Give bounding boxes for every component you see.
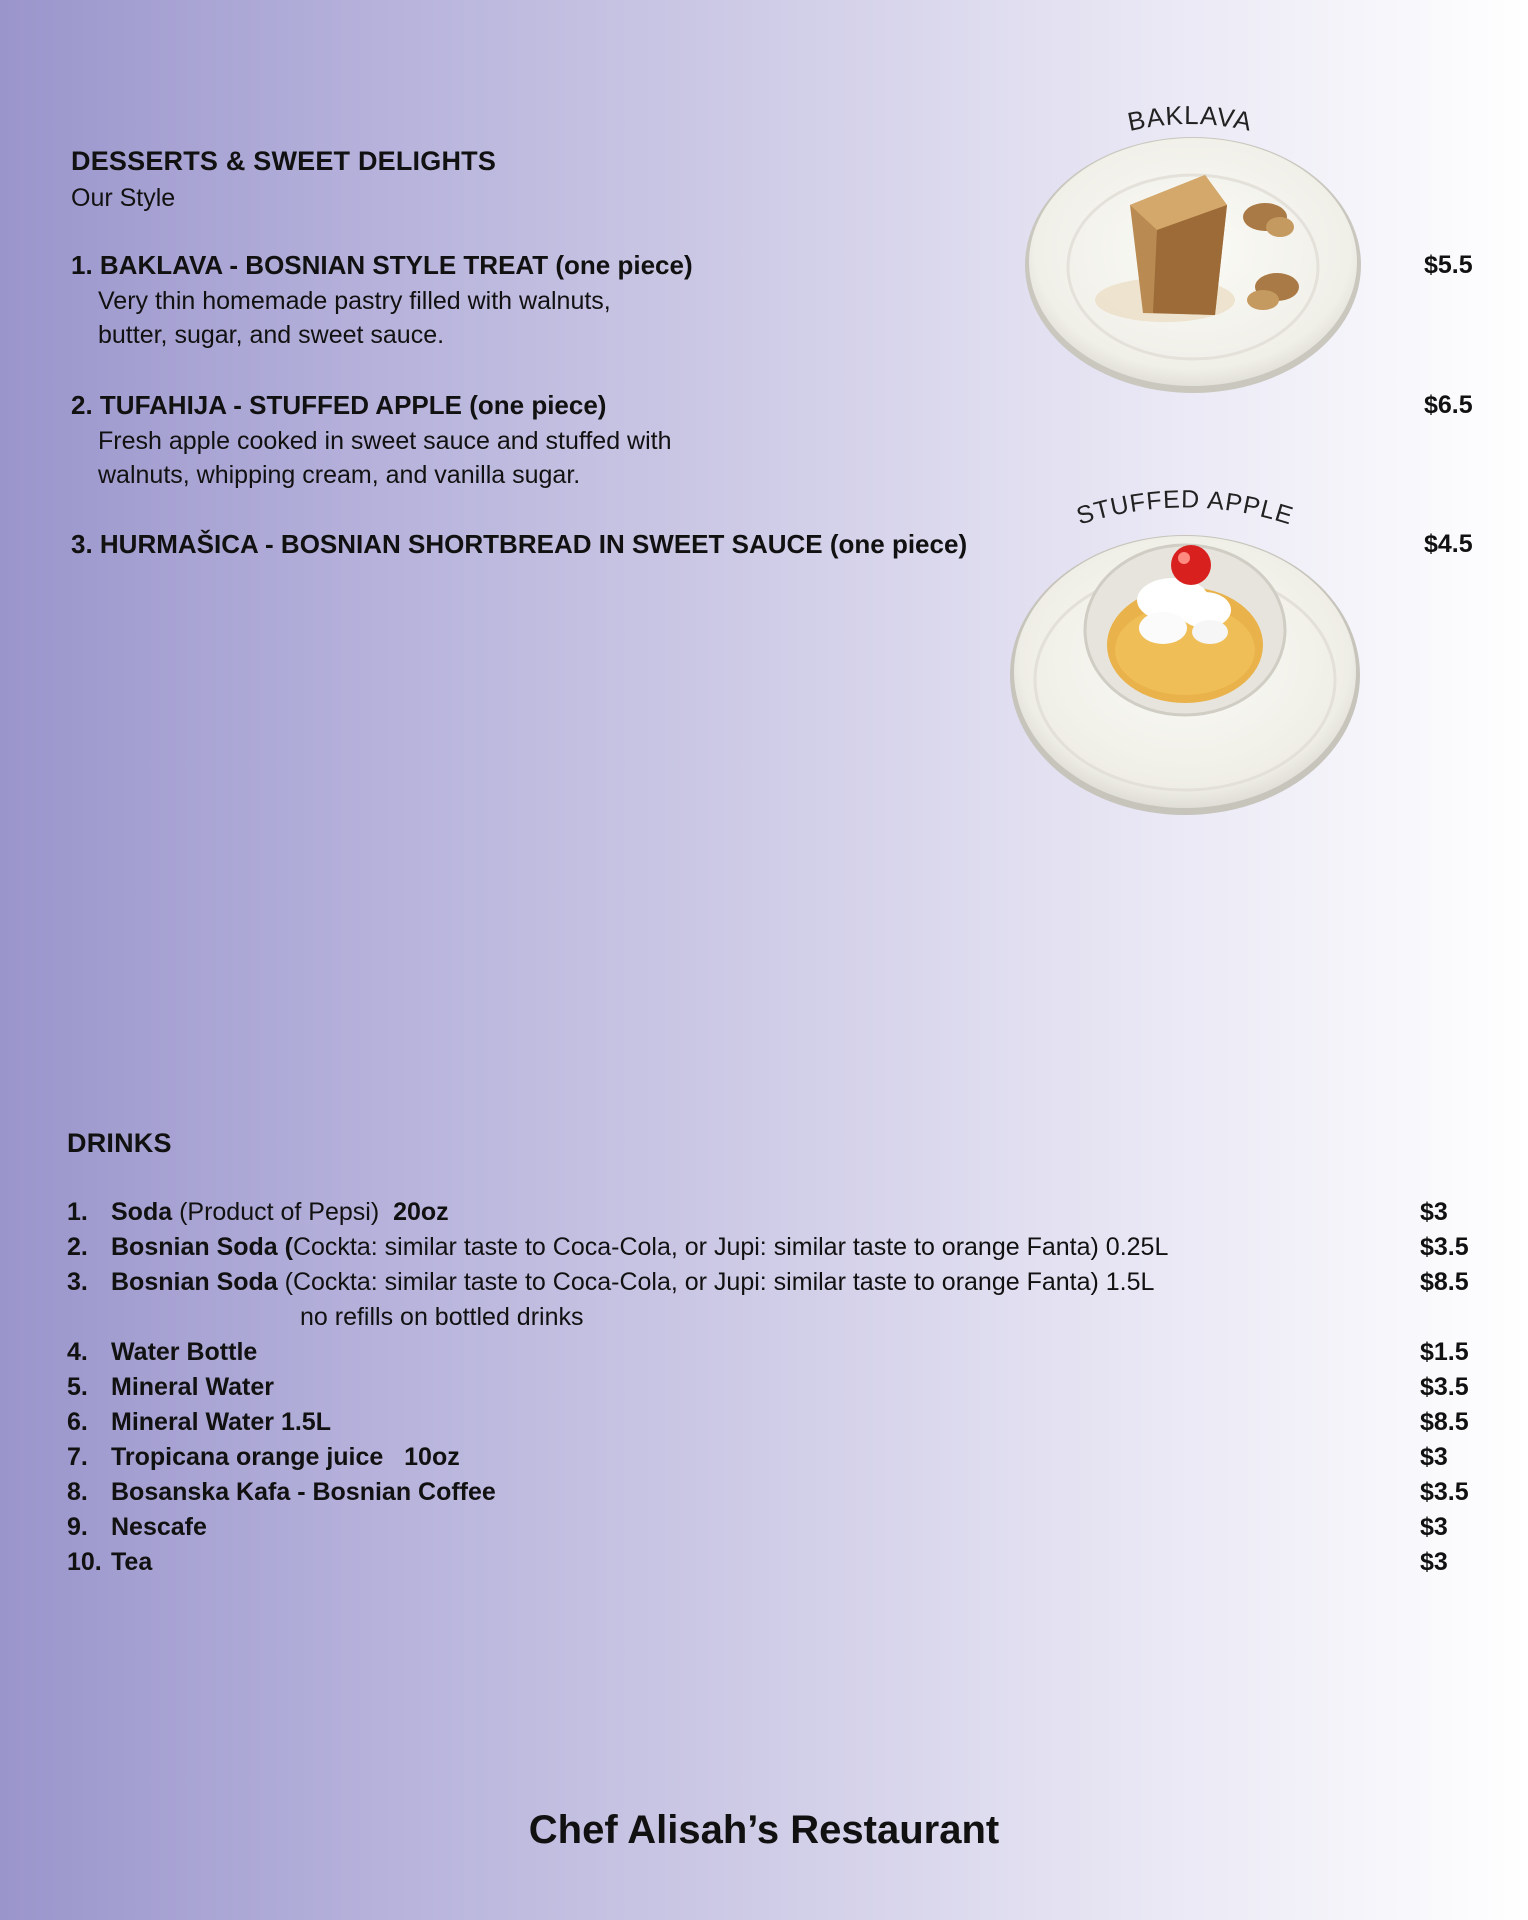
drink-num: 4. [67, 1338, 88, 1366]
drink-name: Tropicana orange juice 10oz [111, 1443, 460, 1471]
desserts-subtitle: Our Style [71, 184, 176, 212]
dessert-item-baklava: 1. BAKLAVA - BOSNIAN STYLE TREAT (one piece) [71, 250, 693, 280]
drink-price-9: $3 [1420, 1513, 1448, 1541]
drink-price-2: $3.5 [1420, 1233, 1469, 1261]
drink-detail: Cockta: similar taste to Coca-Cola, or Jupi: similar taste to orange Fanta) 0.25L [292, 1233, 1169, 1261]
dessert-desc-baklava-2: butter, sugar, and sweet sauce. [98, 321, 445, 349]
drink-price-10: $3 [1420, 1548, 1448, 1576]
baklava-label: BAKLAVA [1124, 99, 1256, 137]
drink-row-3 [67, 1265, 1154, 1300]
drink-detail: (Product of Pepsi) [172, 1198, 394, 1226]
drink-price-7: $3 [1420, 1443, 1448, 1471]
drink-row-4 [67, 1335, 257, 1370]
drink-num: 3. [67, 1268, 88, 1296]
dessert-price-tufahija: $6.5 [1424, 391, 1473, 419]
drink-price-1: $3 [1420, 1198, 1448, 1226]
drink-num: 1. [67, 1198, 88, 1226]
drink-price-4: $1.5 [1420, 1338, 1469, 1366]
stuffed-apple-photo [995, 480, 1375, 825]
drink-name: Water Bottle [111, 1338, 258, 1366]
drink-num: 5. [67, 1373, 88, 1401]
drink-row-9 [67, 1510, 207, 1545]
dessert-price-hurmasica: $4.5 [1424, 530, 1473, 558]
drink-num: 8. [67, 1478, 88, 1506]
drink-num: 10. [67, 1548, 102, 1576]
drinks-note: no refills on bottled drinks [300, 1303, 584, 1331]
dessert-desc-baklava-1: Very thin homemade pastry filled with walnuts, [98, 287, 611, 315]
drink-row-5 [67, 1370, 274, 1405]
restaurant-name: Chef Alisah’s Restaurant [528, 1808, 1000, 1852]
drinks-title: DRINKS [67, 1128, 172, 1158]
drink-num: 2. [67, 1233, 88, 1261]
dessert-item-tufahija: 2. TUFAHIJA - STUFFED APPLE (one piece) [71, 390, 607, 420]
drink-size: 20oz [393, 1198, 449, 1226]
drink-name: Bosanska Kafa - Bosnian Coffee [111, 1478, 496, 1506]
drink-price-3: $8.5 [1420, 1268, 1469, 1296]
dessert-desc-tufahija-1: Fresh apple cooked in sweet sauce and stuffed with [98, 427, 672, 455]
drink-num: 7. [67, 1443, 88, 1471]
drink-name: Bosnian Soda [111, 1268, 278, 1296]
dessert-item-hurmasica: 3. HURMAŠICA - BOSNIAN SHORTBREAD IN SWEET SAUCE (one piece) [71, 529, 968, 559]
drink-name: Bosnian Soda ( [111, 1233, 293, 1261]
drink-row-1 [67, 1195, 449, 1230]
desserts-title: DESSERTS & SWEET DELIGHTS [71, 146, 497, 176]
drink-row-7 [67, 1440, 460, 1475]
drink-row-6 [67, 1405, 331, 1440]
drink-row-2 [67, 1230, 1168, 1265]
drink-row-10 [67, 1545, 152, 1580]
drink-row-8 [67, 1475, 496, 1510]
stuffed-apple-label: STUFFED APPLE [1073, 485, 1297, 531]
drink-num: 6. [67, 1408, 88, 1436]
baklava-photo [1015, 95, 1365, 405]
svg-text:STUFFED APPLE [1073, 485, 1297, 530]
dessert-desc-tufahija-2: walnuts, whipping cream, and vanilla sugar. [98, 461, 581, 489]
drink-price-8: $3.5 [1420, 1478, 1469, 1506]
drink-price-5: $3.5 [1420, 1373, 1469, 1401]
dessert-price-baklava: $5.5 [1424, 251, 1473, 279]
drink-name: Nescafe [111, 1513, 207, 1541]
drink-num: 9. [67, 1513, 88, 1541]
drink-name: Mineral Water 1.5L [111, 1408, 331, 1436]
drink-detail: (Cockta: similar taste to Coca-Cola, or Jupi: similar taste to orange Fanta) 1.5L [277, 1268, 1155, 1296]
drink-name: Soda [111, 1198, 173, 1226]
drink-name: Mineral Water [111, 1373, 275, 1401]
drink-price-6: $8.5 [1420, 1408, 1469, 1436]
drink-name: Tea [111, 1548, 153, 1576]
svg-text:BAKLAVA [1125, 100, 1255, 137]
